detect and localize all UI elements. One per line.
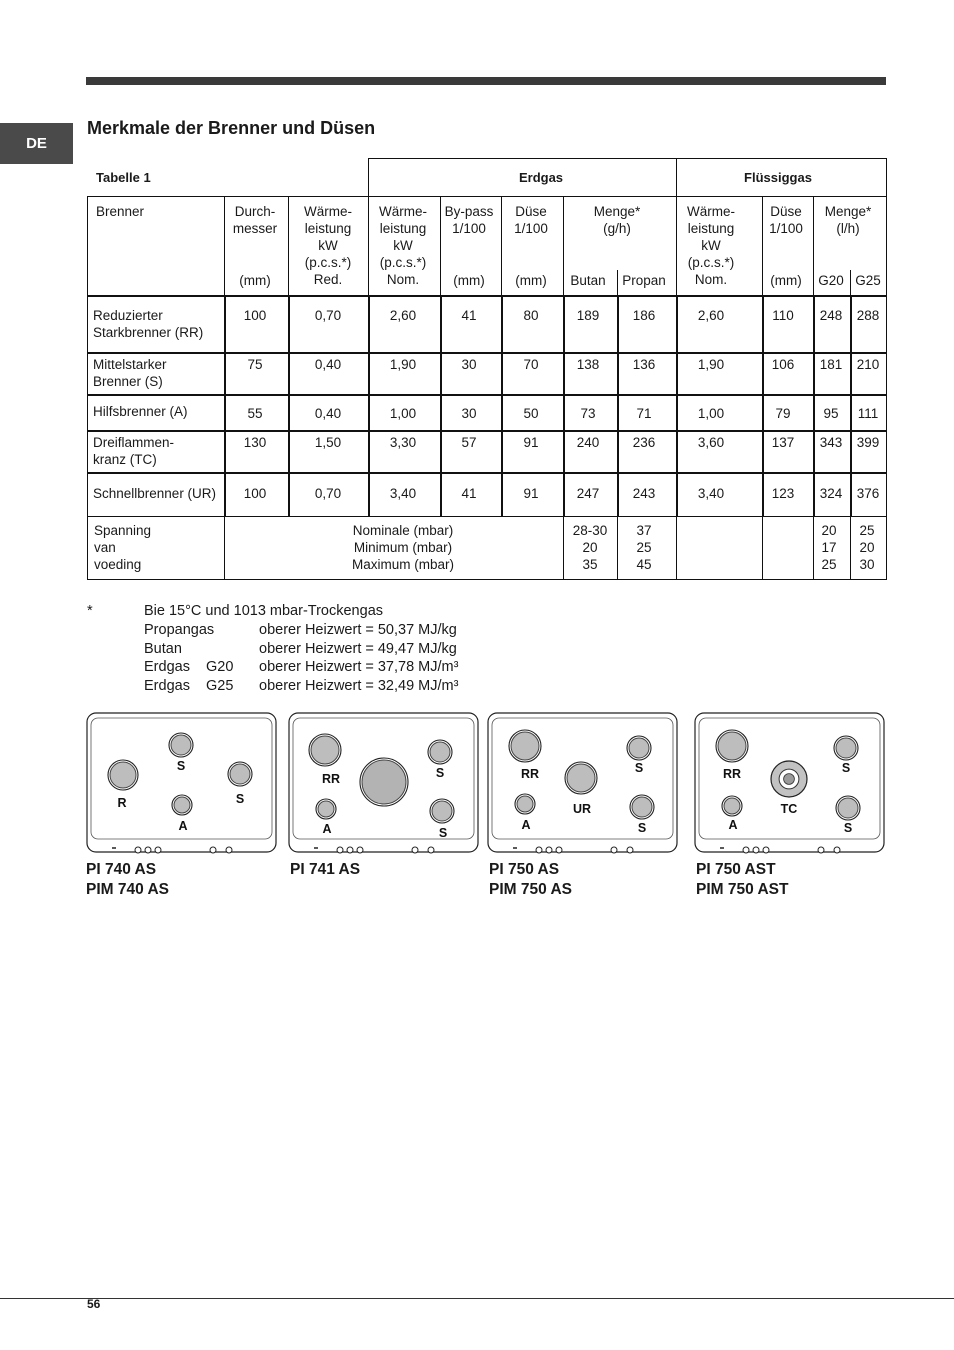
- supply-g20: 20: [821, 523, 837, 538]
- burner-label: S: [637, 821, 647, 835]
- burner-cap-icon: [430, 742, 450, 762]
- subheader-g25: G25: [855, 273, 881, 288]
- supply-label: van: [94, 540, 116, 555]
- table-value: 0,70: [314, 307, 342, 323]
- table-border: [563, 196, 564, 296]
- table-value: 3,60: [697, 435, 725, 450]
- table-value: 3,30: [389, 435, 417, 450]
- burner-cap-icon: [632, 797, 652, 817]
- burner-label: S: [438, 826, 448, 840]
- table-value: 73: [580, 406, 596, 421]
- col-header-menge-lh: (l/h): [836, 221, 860, 236]
- col-header-duese2: 1/100: [769, 221, 803, 236]
- burner-cap-icon: [784, 774, 795, 785]
- burner-cap-icon: [838, 798, 858, 818]
- table-value: 79: [775, 406, 791, 421]
- col-header-durchmesser-unit: (mm): [239, 273, 271, 288]
- burner-cap-icon: [724, 798, 740, 814]
- model-name: PIM 750 AST: [696, 880, 789, 898]
- table-border: [617, 516, 618, 580]
- table-border: [224, 196, 225, 296]
- table-value: 243: [632, 486, 656, 501]
- col-header-waerme-nom: Wärme-: [379, 204, 427, 219]
- table-border: [762, 295, 764, 516]
- burner-label: A: [322, 822, 332, 836]
- table-value: 181: [819, 357, 843, 372]
- table-value: 106: [771, 357, 795, 372]
- model-names: [86, 860, 169, 899]
- table-border: [288, 196, 289, 296]
- knob-icon: [145, 847, 151, 853]
- table-border: [87, 196, 88, 580]
- burner-label: A: [521, 818, 531, 832]
- burner-cap-icon: [230, 764, 250, 784]
- table-value: 123: [771, 486, 795, 501]
- footnote-value: oberer Heizwert = 49,47 MJ/kg: [259, 640, 457, 657]
- top-rule: [86, 77, 886, 85]
- table-border: [87, 196, 887, 197]
- knob-icon: [226, 847, 232, 853]
- table-border: [87, 352, 887, 354]
- table-value: 57: [461, 435, 477, 450]
- table-value: 1,50: [314, 435, 342, 450]
- col-header-waerme-nom: Nom.: [386, 272, 420, 287]
- col-header-bypass: By-pass: [444, 204, 494, 219]
- table-value: 240: [576, 435, 600, 450]
- table-value: 186: [632, 307, 656, 323]
- table-value: 0,40: [314, 357, 342, 372]
- table-value: 138: [576, 357, 600, 372]
- page-title: Merkmale der Brenner und Düsen: [87, 118, 376, 138]
- table-value: 288: [856, 307, 880, 323]
- burner-name: Brenner (S): [93, 374, 163, 389]
- table-value: 91: [523, 486, 539, 501]
- col-header-waerme-red: Red.: [313, 272, 343, 287]
- table-border: [617, 270, 618, 296]
- group-header-fluessiggas: Flüssiggas: [744, 170, 812, 185]
- table-caption: Tabelle 1: [96, 170, 151, 185]
- supply-label: Spanning: [94, 523, 152, 538]
- table-border: [676, 158, 677, 196]
- knob-icon: [611, 847, 617, 853]
- col-header-menge-gh: (g/h): [603, 221, 631, 236]
- bottom-rule: [0, 1298, 954, 1299]
- table-border: [676, 196, 677, 296]
- table-value: 248: [819, 307, 843, 323]
- table-border: [850, 516, 851, 580]
- supply-label: voeding: [94, 557, 142, 572]
- table-border: [87, 579, 887, 580]
- table-value: 1,90: [697, 357, 725, 372]
- table-border: [676, 295, 678, 516]
- table-border: [617, 295, 619, 516]
- hob-svg: [694, 712, 886, 854]
- burner-cap-icon: [362, 760, 406, 804]
- model-name: PIM 740 AS: [86, 880, 169, 898]
- table-value: 210: [856, 357, 880, 372]
- col-header-waerme-nom2: kW: [701, 238, 721, 253]
- table-value: 50: [523, 406, 539, 421]
- table-border: [501, 196, 502, 296]
- col-header-waerme-nom2: (p.c.s.*): [687, 255, 735, 270]
- table-border: [224, 516, 225, 580]
- knob-icon: [546, 847, 552, 853]
- col-header-duese2-unit: (mm): [770, 273, 802, 288]
- supply-g25: 30: [859, 557, 875, 572]
- col-header-waerme-red: leistung: [304, 221, 352, 236]
- table-border: [87, 472, 887, 474]
- knob-icon: [210, 847, 216, 853]
- knob-icon: [428, 847, 434, 853]
- table-border: [368, 295, 370, 516]
- burner-label: S: [634, 761, 644, 775]
- table-value: 30: [461, 357, 477, 372]
- supply-propan: 37: [636, 523, 652, 538]
- burner-cap-icon: [174, 797, 190, 813]
- knob-icon: [135, 847, 141, 853]
- supply-g25: 25: [859, 523, 875, 538]
- supply-butan: 20: [582, 540, 598, 555]
- burner-label: S: [435, 766, 445, 780]
- table-border: [813, 516, 814, 580]
- knob-icon: [818, 847, 824, 853]
- table-value: 95: [823, 406, 839, 421]
- knob-icon: [155, 847, 161, 853]
- col-header-duese: 1/100: [514, 221, 548, 236]
- col-header-duese: Düse: [515, 204, 547, 219]
- table-border: [563, 295, 565, 516]
- table-border: [224, 295, 226, 516]
- supply-butan: 35: [582, 557, 598, 572]
- model-name: PI 741 AS: [290, 861, 361, 878]
- table-value: 189: [576, 307, 600, 323]
- model-name: PI 740 AS: [86, 861, 157, 878]
- supply-g25: 20: [859, 540, 875, 555]
- burner-label: S: [176, 759, 186, 773]
- col-header-menge-lh: Menge*: [824, 204, 872, 219]
- col-header-waerme-nom: leistung: [379, 221, 427, 236]
- table-border: [813, 295, 815, 516]
- knob-icon: [337, 847, 343, 853]
- table-value: 0,40: [314, 406, 342, 421]
- burner-cap-icon: [718, 732, 746, 760]
- knob-icon: [357, 847, 363, 853]
- table-value: 236: [632, 435, 656, 450]
- table-value: 137: [771, 435, 795, 450]
- col-header-duese2: Düse: [770, 204, 802, 219]
- footnote-intro: Bie 15°C und 1013 mbar-Trockengas: [144, 603, 384, 619]
- col-header-bypass: 1/100: [452, 221, 486, 236]
- supply-butan: 28-30: [572, 523, 608, 538]
- table-border: [368, 158, 369, 196]
- col-header-waerme-nom: (p.c.s.*): [379, 255, 427, 270]
- subheader-butan: Butan: [570, 273, 606, 288]
- page-number: 56: [87, 1297, 101, 1311]
- burner-label: S: [843, 821, 853, 835]
- knob-icon: [412, 847, 418, 853]
- subheader-propan: Propan: [622, 273, 666, 288]
- footnote-gas-sub: G25: [206, 677, 234, 694]
- table-value: 80: [523, 307, 539, 323]
- table-border: [87, 394, 887, 396]
- model-name: PI 750 AS: [489, 861, 560, 878]
- burner-label: TC: [780, 802, 798, 816]
- burner-name: Mittelstarker: [93, 357, 167, 372]
- table-value: 1,00: [697, 406, 725, 421]
- table-border: [850, 270, 851, 296]
- table-border: [850, 295, 852, 516]
- table-value: 75: [247, 357, 263, 372]
- supply-kind: Nominale (mbar): [352, 523, 454, 538]
- burner-label: R: [117, 796, 127, 810]
- col-header-waerme-nom2: Wärme-: [687, 204, 735, 219]
- table-value: 41: [461, 486, 477, 501]
- table-value: 0,70: [314, 486, 342, 501]
- table-border: [440, 295, 442, 516]
- supply-propan: 45: [636, 557, 652, 572]
- footnote-gas-sub: G20: [206, 659, 234, 675]
- hob-diagram: [288, 712, 480, 854]
- burner-name: Schnellbrenner (UR): [93, 486, 217, 501]
- supply-propan: 25: [636, 540, 652, 555]
- hob-diagram: [487, 712, 679, 854]
- table-border: [563, 516, 564, 580]
- table-value: 71: [636, 406, 652, 421]
- model-names: [696, 860, 788, 899]
- burner-name: Hilfsbrenner (A): [93, 404, 188, 419]
- burner-cap-icon: [629, 738, 649, 758]
- col-header-durchmesser: Durch-: [234, 204, 276, 219]
- knob-icon: [763, 847, 769, 853]
- hob-svg: [86, 712, 278, 854]
- supply-g20: 17: [821, 540, 837, 555]
- col-header-bypass-unit: (mm): [453, 273, 485, 288]
- burner-label: S: [235, 792, 245, 806]
- table-border: [762, 516, 763, 580]
- burner-label: RR: [520, 767, 540, 781]
- burner-name: Dreiflammen-: [93, 435, 175, 450]
- hob-diagram: [86, 712, 278, 854]
- model-names: [290, 860, 360, 880]
- col-header-waerme-red: Wärme-: [304, 204, 352, 219]
- supply-kind: Maximum (mbar): [351, 557, 455, 572]
- supply-g20: 25: [821, 557, 837, 572]
- table-border: [440, 196, 441, 296]
- col-header-waerme-nom2: Nom.: [694, 272, 728, 287]
- knob-icon: [627, 847, 633, 853]
- table-border: [762, 196, 763, 296]
- supply-kind: Minimum (mbar): [353, 540, 453, 555]
- model-names: [489, 860, 572, 899]
- table-value: 399: [856, 435, 880, 450]
- col-header-brenner: Brenner: [96, 204, 145, 219]
- subheader-g20: G20: [818, 273, 844, 288]
- burner-name: Reduzierter: [93, 307, 163, 323]
- col-header-waerme-nom2: leistung: [687, 221, 735, 236]
- hob-svg: [487, 712, 679, 854]
- table-value: 136: [632, 357, 656, 372]
- table-value: 110: [772, 307, 794, 323]
- burner-cap-icon: [511, 732, 539, 760]
- table-border: [813, 196, 814, 296]
- hob-diagram: [694, 712, 886, 854]
- footnote-gas: Butan: [144, 640, 182, 657]
- table-value: 130: [243, 435, 267, 450]
- table-value: 111: [857, 406, 879, 421]
- table-value: 324: [819, 486, 843, 501]
- footnote-star: *: [87, 603, 93, 619]
- knob-icon: [834, 847, 840, 853]
- model-name: PI 750 AST: [696, 861, 776, 878]
- col-header-duese-unit: (mm): [515, 273, 547, 288]
- burner-table: [87, 158, 887, 580]
- footnote-value: oberer Heizwert = 37,78 MJ/m³: [259, 659, 459, 675]
- burner-cap-icon: [318, 801, 334, 817]
- table-value: 1,00: [389, 406, 417, 421]
- col-header-waerme-red: (p.c.s.*): [304, 255, 352, 270]
- table-value: 3,40: [697, 486, 725, 501]
- table-value: 91: [523, 435, 539, 450]
- table-value: 376: [856, 486, 880, 501]
- burner-cap-icon: [432, 801, 452, 821]
- table-value: 100: [243, 307, 267, 323]
- table-value: 30: [461, 406, 477, 421]
- knob-icon: [743, 847, 749, 853]
- table-value: 343: [819, 435, 843, 450]
- burner-name: Starkbrenner (RR): [93, 324, 204, 340]
- burner-cap-icon: [517, 796, 533, 812]
- table-border: [501, 295, 503, 516]
- footnote-value: oberer Heizwert = 50,37 MJ/kg: [259, 622, 457, 638]
- col-header-waerme-red: kW: [318, 238, 338, 253]
- knob-icon: [347, 847, 353, 853]
- knob-icon: [556, 847, 562, 853]
- footnote-gas: Propangas: [144, 622, 215, 638]
- col-header-waerme-nom: kW: [393, 238, 413, 253]
- table-value: 1,90: [389, 357, 417, 372]
- table-value: 70: [523, 357, 539, 372]
- language-tab: DE: [0, 123, 73, 164]
- knob-icon: [536, 847, 542, 853]
- burner-label: S: [841, 761, 851, 775]
- burner-label: RR: [722, 767, 742, 781]
- group-header-erdgas: Erdgas: [518, 170, 564, 185]
- burner-cap-icon: [311, 736, 339, 764]
- table-value: 3,40: [389, 486, 417, 501]
- table-border: [368, 196, 369, 296]
- model-name: PIM 750 AS: [489, 880, 572, 898]
- burner-cap-icon: [171, 735, 191, 755]
- table-border: [368, 158, 887, 159]
- table-value: 247: [576, 486, 600, 501]
- table-value: 41: [461, 307, 477, 323]
- footnote-value: oberer Heizwert = 32,49 MJ/m³: [259, 677, 459, 694]
- burner-cap-icon: [110, 762, 136, 788]
- footnote-gas: Erdgas: [144, 659, 190, 675]
- table-border: [288, 295, 290, 516]
- burner-cap-icon: [567, 764, 595, 792]
- hob-svg: [288, 712, 480, 854]
- burner-name: kranz (TC): [93, 452, 157, 467]
- burner-label: UR: [572, 802, 592, 816]
- footnote-gas: Erdgas: [144, 677, 190, 694]
- table-border: [87, 430, 887, 432]
- col-header-menge-gh: Menge*: [593, 204, 641, 219]
- table-value: 55: [247, 406, 263, 421]
- burner-label: RR: [321, 772, 341, 786]
- knob-icon: [753, 847, 759, 853]
- burner-cap-icon: [836, 738, 856, 758]
- table-border: [676, 516, 677, 580]
- table-border: [87, 295, 887, 297]
- burner-label: A: [178, 819, 188, 833]
- table-value: 2,60: [697, 307, 725, 323]
- col-header-durchmesser: messer: [232, 221, 278, 236]
- burner-label: A: [728, 818, 738, 832]
- table-border: [87, 516, 887, 517]
- table-value: 2,60: [389, 307, 417, 323]
- table-value: 100: [243, 486, 267, 501]
